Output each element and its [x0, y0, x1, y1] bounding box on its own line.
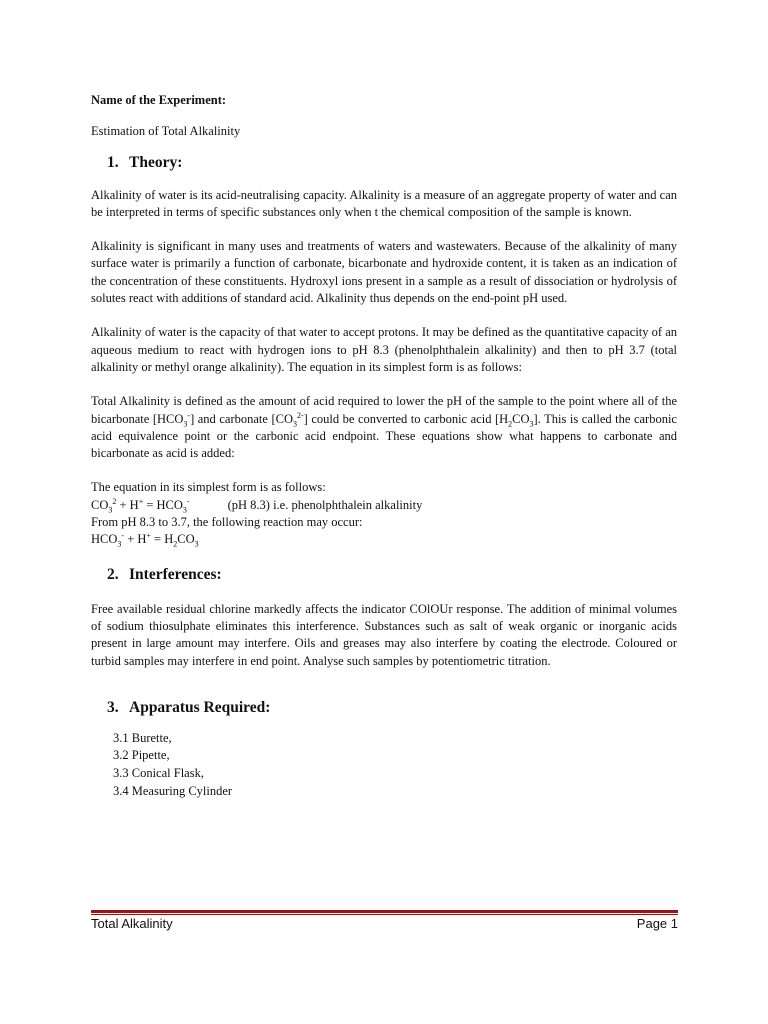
equation-block [91, 479, 677, 548]
footer-title: Total Alkalinity [91, 916, 173, 931]
interferences-paragraph: Free available residual chlorine markedly affects the indicator COlOUr response. The addition of minimal volumes of sodium thiosulphate eliminates this interference. Substances such as salt of weak organic or inorganic acids present in large amount may interfere. Oils and greases may also interfere by coating the electrode. Coloured or turbid samples may interfere in end point. Analyse such samples by potentiometric titration. [91, 601, 677, 668]
page-footer [91, 916, 678, 934]
apparatus-list [113, 730, 677, 800]
apparatus-section [91, 698, 677, 718]
experiment-title: Estimation of Total Alkalinity [91, 124, 241, 139]
equation-1: $CO_3^2 + H^+ = HCO_3^-$ (pH 8.3) i.e. phenolphthalein alkalinity [91, 496, 423, 515]
footer-rule-thin [91, 914, 678, 915]
theory-section [91, 153, 677, 173]
page-number: Page 1 [636, 916, 678, 931]
list-item: 3.4 Measuring Cylinder [113, 783, 233, 798]
equation-1-note: (pH 8.3) i.e. phenolphthalein alkalinity [227, 497, 423, 512]
theory-paragraph-4: Total Alkalinity is defined as the amount of acid required to lower the pH of the sample to the point where all of the bicarbonate $[HCO_3^-]$ and carbonate $[CO_3^{2-}]$ could be converted to carbonic acid $[H_2CO_3]$. This is called the carbonic acid equivalence point or the carbonic acid endpoint. These equations show what happens to carbonate and bicarbonate as acid is added: [91, 394, 677, 461]
theory-heading: 1. Theory: [107, 153, 183, 171]
list-item: 3.1 Burette, [113, 730, 172, 745]
interferences-section [91, 565, 677, 585]
list-item: 3.2 Pipette, [113, 748, 170, 763]
apparatus-heading: 3. Apparatus Required: [107, 698, 271, 716]
theory-paragraph-1: Alkalinity of water is its acid-neutralising capacity. Alkalinity is a measure of an aggregate property of water and can be interpreted in terms of specific substances only when t the chemical composition of the sample is known. [91, 187, 677, 219]
equation-transition: From pH 8.3 to 3.7, the following reaction may occur: [91, 515, 363, 530]
list-item: 3.3 Conical Flask, [113, 766, 204, 781]
theory-paragraph-3: Alkalinity of water is the capacity of that water to accept protons. It may be defined as the quantitative capacity of an aqueous medium to react with hydrogen ions to pH 8.3 (phenolphthalein alkalinity) and then to pH 3.7 (total alkalinity or methyl orange alkalinity). The equation in its simplest form is as follows: [91, 325, 677, 374]
document-body [91, 92, 677, 800]
equation-intro: The equation in its simplest form is as follows: [91, 480, 326, 495]
footer-rule-thick [91, 910, 678, 913]
equation-2: $HCO_3^- + H^+ = H_2CO_3$ [91, 531, 199, 549]
experiment-name-label: Name of the Experiment: [91, 93, 227, 107]
theory-paragraph-2: Alkalinity is significant in many uses and treatments of waters and wastewaters. Because of the alkalinity of many surface water is primarily a function of carbonate, bicarbonate and hydroxide content, it is taken as an indication of the concentration of these constituents. Hydroxyl ions present in a sample as a result of dissociation or hydrolysis of solutes react with additions of standard acid. Alkalinity thus depends on the end-point pH used. [91, 239, 677, 306]
interferences-heading: 2. Interferences: [107, 565, 222, 583]
